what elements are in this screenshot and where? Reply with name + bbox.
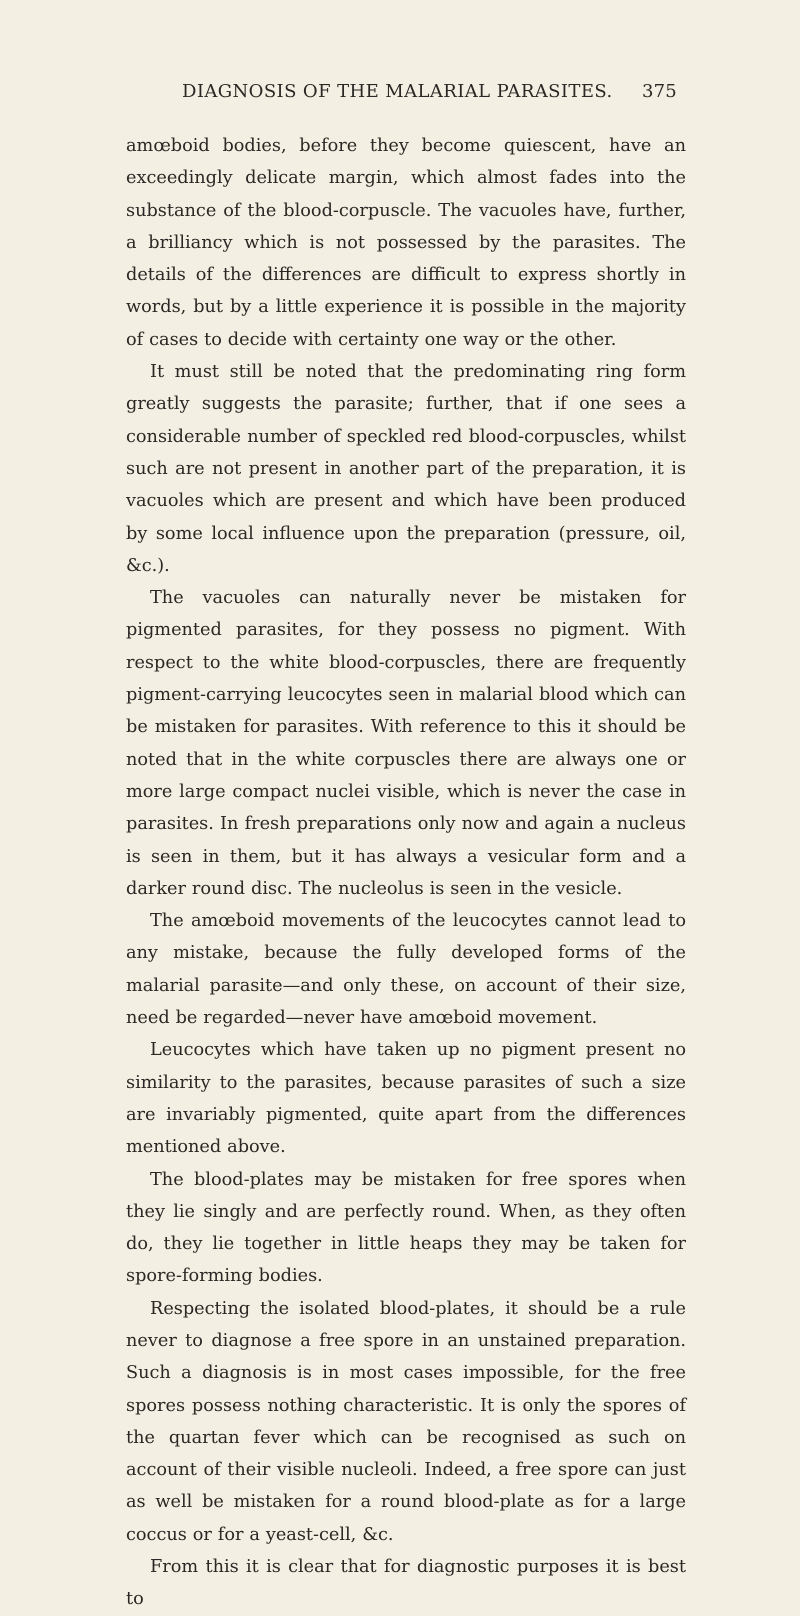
paragraph: Respecting the isolated blood-plates, it should be a rule never to diagnose a free spore in an unstained preparation. Such a diagnosis is in most cases impossible, for the free spores possess nothing characteristic. It is only the spores of the quartan fever which can be recognised as such on account of their visible nucleoli. Indeed, a free spore can just as well be mistaken for a round blood-plate as for a large coccus or for a yeast-cell, &c. xyxy=(126,1298,686,1545)
paragraph: The vacuoles can naturally never be mistaken for pigmented parasites, for they possess no pigment. With respect to the white blood-corpuscles, there are frequently pigment-carrying leucocytes seen in malarial blood which can be mistaken for parasites. With reference to this it should be noted that in the white corpuscles there are always one or more large compact nuclei visible, which is never the case in parasites. In fresh preparations only now and again a nucleus is seen in them, but it has always a vesicular form and a darker round disc. The nucleolus is seen in the vesicle. xyxy=(126,588,686,899)
running-title: DIAGNOSIS OF THE MALARIAL PARASITES. xyxy=(182,81,613,102)
paragraph: amœboid bodies, before they become quiescent, have an exceedingly delicate margin, which almost fades into the substance of the blood-corpuscle. The vacuoles have, further, a brilliancy which is not possessed by the parasites. The details of the differences are difficult to express shortly in words, but by a little experience it is possible in the majority of cases to decide with certainty one way or the other. xyxy=(126,136,686,350)
running-header xyxy=(0,74,800,110)
paragraph: It must still be noted that the predominating ring form greatly suggests the parasite; further, that if one sees a considerable number of speckled red blood-corpuscles, whilst such are not present in another part of the preparation, it is vacuoles which are present and which have been produced by some local influence upon the preparation (pressure, oil, &c.). xyxy=(126,362,686,576)
paragraph: The amœboid movements of the leucocytes cannot lead to any mistake, because the fully developed forms of the malarial parasite—and only these, on account of their size, need be regarded—never have amœboid movement. xyxy=(126,911,686,1029)
page-number: 375 xyxy=(642,81,677,102)
paragraph: From this it is clear that for diagnostic purposes it is best to xyxy=(126,1557,686,1610)
body-text xyxy=(126,130,686,1616)
paragraph: The blood-plates may be mistaken for free spores when they lie singly and are perfectly round. When, as they often do, they lie together in little heaps they may be taken for spore-forming bodies. xyxy=(126,1169,686,1287)
paragraph: Leucocytes which have taken up no pigment present no similarity to the parasites, because parasites of such a size are invariably pigmented, quite apart from the differences mentioned above. xyxy=(126,1040,686,1158)
